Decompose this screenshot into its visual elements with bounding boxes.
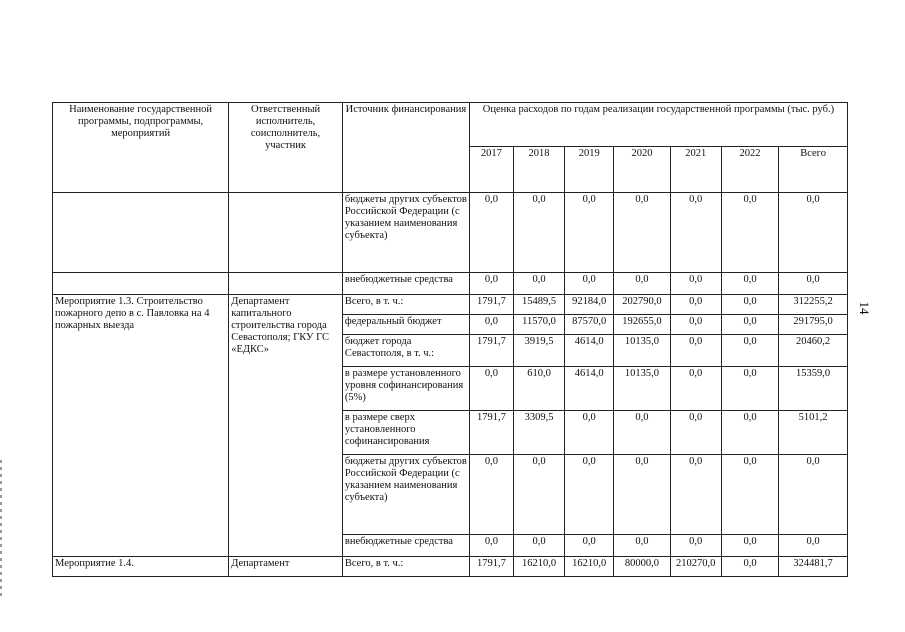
value-cell: 0,0 bbox=[670, 335, 721, 367]
scan-margin-mark bbox=[0, 460, 2, 600]
header-year-2020: 2020 bbox=[614, 147, 670, 193]
value-cell: 0,0 bbox=[469, 367, 513, 411]
value-cell: 0,0 bbox=[721, 335, 778, 367]
value-cell: 3919,5 bbox=[513, 335, 564, 367]
empty-cell bbox=[229, 273, 343, 295]
header-total: Всего bbox=[779, 147, 848, 193]
source-cell: бюджеты других субъектов Российской Федерации (с указанием наименования субъекта) bbox=[342, 455, 469, 535]
value-cell: 0,0 bbox=[779, 535, 848, 557]
value-cell: 15359,0 bbox=[779, 367, 848, 411]
header-year-2017: 2017 bbox=[469, 147, 513, 193]
value-cell: 0,0 bbox=[614, 455, 670, 535]
value-cell: 92184,0 bbox=[565, 295, 614, 315]
value-cell: 324481,7 bbox=[779, 557, 848, 577]
value-cell: 0,0 bbox=[513, 273, 564, 295]
value-cell: 0,0 bbox=[469, 273, 513, 295]
value-cell: 11570,0 bbox=[513, 315, 564, 335]
header-estimate: Оценка расходов по годам реализации государственной программы (тыс. руб.) bbox=[469, 103, 847, 147]
source-cell: внебюджетные средства bbox=[342, 273, 469, 295]
value-cell: 0,0 bbox=[565, 273, 614, 295]
value-cell: 202790,0 bbox=[614, 295, 670, 315]
value-cell: 80000,0 bbox=[614, 557, 670, 577]
value-cell: 1791,7 bbox=[469, 411, 513, 455]
source-cell: Всего, в т. ч.: bbox=[342, 557, 469, 577]
value-cell: 0,0 bbox=[721, 295, 778, 315]
empty-cell bbox=[229, 193, 343, 273]
value-cell: 0,0 bbox=[670, 455, 721, 535]
value-cell: 0,0 bbox=[721, 535, 778, 557]
value-cell: 0,0 bbox=[670, 315, 721, 335]
value-cell: 0,0 bbox=[469, 535, 513, 557]
value-cell: 0,0 bbox=[670, 273, 721, 295]
value-cell: 0,0 bbox=[721, 193, 778, 273]
value-cell: 210270,0 bbox=[670, 557, 721, 577]
value-cell: 192655,0 bbox=[614, 315, 670, 335]
source-cell: Всего, в т. ч.: bbox=[342, 295, 469, 315]
value-cell: 0,0 bbox=[469, 455, 513, 535]
value-cell: 0,0 bbox=[721, 455, 778, 535]
value-cell: 291795,0 bbox=[779, 315, 848, 335]
value-cell: 0,0 bbox=[721, 367, 778, 411]
value-cell: 0,0 bbox=[779, 455, 848, 535]
table-row bbox=[53, 273, 848, 295]
source-cell: федеральный бюджет bbox=[342, 315, 469, 335]
header-program: Наименование государственной программы, подпрограммы, мероприятий bbox=[53, 103, 229, 193]
value-cell: 0,0 bbox=[565, 411, 614, 455]
table-row bbox=[53, 295, 848, 315]
value-cell: 20460,2 bbox=[779, 335, 848, 367]
header-responsible: Ответственный исполнитель, соисполнитель, участник bbox=[229, 103, 343, 193]
value-cell: 4614,0 bbox=[565, 367, 614, 411]
value-cell: 0,0 bbox=[670, 193, 721, 273]
value-cell: 1791,7 bbox=[469, 557, 513, 577]
page-number: 14 bbox=[857, 301, 872, 315]
source-cell: в размере сверх установленного софинансирования bbox=[342, 411, 469, 455]
value-cell: 0,0 bbox=[513, 455, 564, 535]
value-cell: 5101,2 bbox=[779, 411, 848, 455]
value-cell: 0,0 bbox=[614, 411, 670, 455]
value-cell: 0,0 bbox=[779, 273, 848, 295]
value-cell: 0,0 bbox=[565, 455, 614, 535]
value-cell: 1791,7 bbox=[469, 295, 513, 315]
source-cell: в размере установленного уровня софинансирования (5%) bbox=[342, 367, 469, 411]
value-cell: 0,0 bbox=[721, 557, 778, 577]
value-cell: 0,0 bbox=[565, 193, 614, 273]
source-cell: внебюджетные средства bbox=[342, 535, 469, 557]
value-cell: 0,0 bbox=[614, 193, 670, 273]
value-cell: 0,0 bbox=[614, 535, 670, 557]
value-cell: 0,0 bbox=[469, 315, 513, 335]
value-cell: 3309,5 bbox=[513, 411, 564, 455]
table-row bbox=[53, 193, 848, 273]
value-cell: 0,0 bbox=[565, 535, 614, 557]
value-cell: 16210,0 bbox=[513, 557, 564, 577]
empty-cell bbox=[53, 193, 229, 273]
measure-1-4-responsible: Департамент bbox=[229, 557, 343, 577]
value-cell: 0,0 bbox=[670, 411, 721, 455]
value-cell: 0,0 bbox=[779, 193, 848, 273]
measure-1-3-name: Мероприятие 1.3. Строительство пожарного депо в с. Павловка на 4 пожарных выезда bbox=[53, 295, 229, 557]
empty-cell bbox=[53, 273, 229, 295]
value-cell: 0,0 bbox=[469, 193, 513, 273]
value-cell: 0,0 bbox=[721, 273, 778, 295]
table-row bbox=[53, 557, 848, 577]
header-source: Источник финансирования bbox=[342, 103, 469, 193]
value-cell: 0,0 bbox=[513, 535, 564, 557]
source-cell: бюджет города Севастополя, в т. ч.: bbox=[342, 335, 469, 367]
value-cell: 10135,0 bbox=[614, 367, 670, 411]
value-cell: 0,0 bbox=[670, 535, 721, 557]
value-cell: 0,0 bbox=[614, 273, 670, 295]
value-cell: 0,0 bbox=[670, 367, 721, 411]
value-cell: 4614,0 bbox=[565, 335, 614, 367]
value-cell: 15489,5 bbox=[513, 295, 564, 315]
value-cell: 312255,2 bbox=[779, 295, 848, 315]
header-year-2022: 2022 bbox=[721, 147, 778, 193]
value-cell: 610,0 bbox=[513, 367, 564, 411]
budget-table bbox=[52, 102, 848, 577]
value-cell: 0,0 bbox=[721, 315, 778, 335]
value-cell: 0,0 bbox=[670, 295, 721, 315]
header-year-2021: 2021 bbox=[670, 147, 721, 193]
value-cell: 0,0 bbox=[513, 193, 564, 273]
value-cell: 0,0 bbox=[721, 411, 778, 455]
value-cell: 10135,0 bbox=[614, 335, 670, 367]
header-year-2019: 2019 bbox=[565, 147, 614, 193]
value-cell: 87570,0 bbox=[565, 315, 614, 335]
measure-1-4-name: Мероприятие 1.4. bbox=[53, 557, 229, 577]
value-cell: 16210,0 bbox=[565, 557, 614, 577]
source-cell: бюджеты других субъектов Российской Федерации (с указанием наименования субъекта) bbox=[342, 193, 469, 273]
value-cell: 1791,7 bbox=[469, 335, 513, 367]
header-year-2018: 2018 bbox=[513, 147, 564, 193]
measure-1-3-responsible: Департамент капитального строительства города Севастополя; ГКУ ГС «ЕДКС» bbox=[229, 295, 343, 557]
